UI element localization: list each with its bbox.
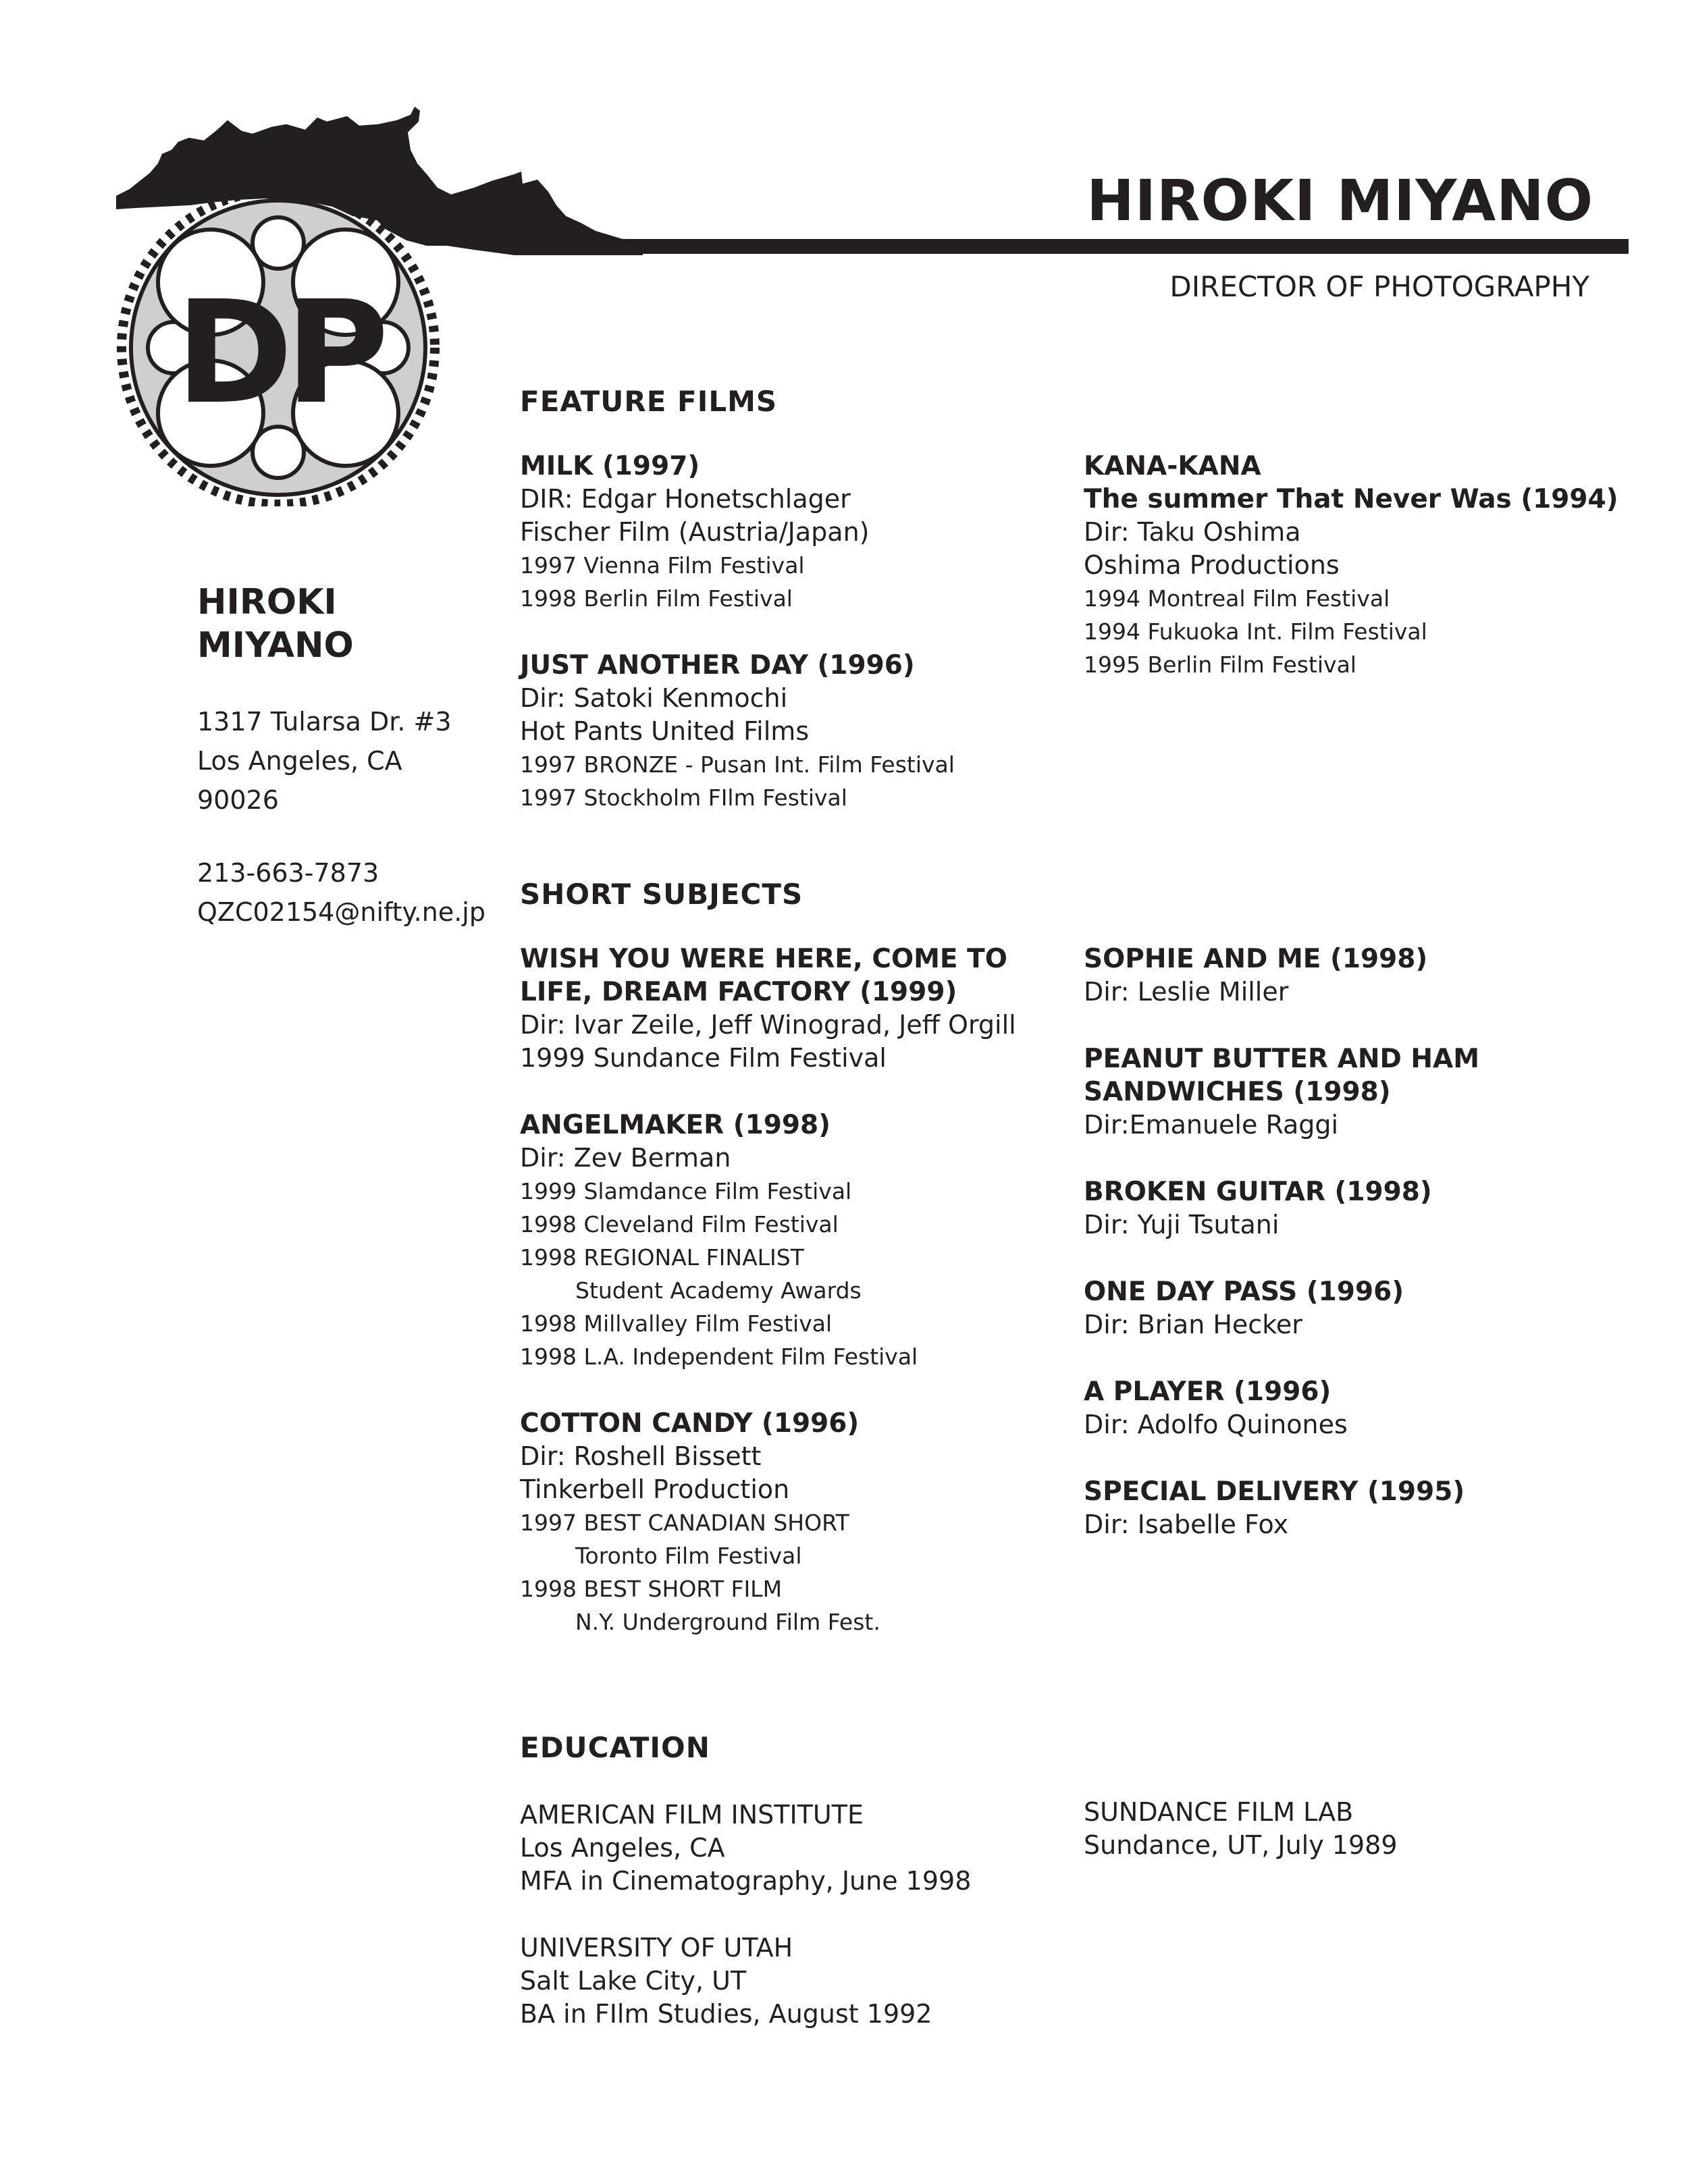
short-title: SPECIAL DELIVERY (1995) bbox=[1084, 1476, 1465, 1507]
short-award: 1997 BEST CANADIAN SHORT bbox=[520, 1510, 849, 1536]
header-divider bbox=[581, 239, 1629, 254]
short-title: BROKEN GUITAR (1998) bbox=[1084, 1177, 1432, 1207]
school-location: Los Angeles, CA bbox=[520, 1833, 725, 1863]
short-production: Tinkerbell Production bbox=[520, 1474, 790, 1504]
short-festival: 1998 Cleveland Film Festival bbox=[520, 1211, 839, 1237]
degree: MFA in Cinematography, June 1998 bbox=[520, 1866, 972, 1896]
short-title: LIFE, DREAM FACTORY (1999) bbox=[520, 977, 957, 1007]
short-title: ANGELMAKER (1998) bbox=[520, 1110, 830, 1140]
film-production: Fischer Film (Austria/Japan) bbox=[520, 517, 870, 547]
short-festival: 1999 Sundance Film Festival bbox=[520, 1043, 887, 1073]
school-location: Sundance, UT, July 1989 bbox=[1084, 1830, 1398, 1860]
short-festival: 1998 L.A. Independent Film Festival bbox=[520, 1343, 918, 1370]
short-subjects-right-column bbox=[1084, 942, 1624, 1575]
school-name: SUNDANCE FILM LAB bbox=[1084, 1797, 1354, 1827]
short-subjects-left-column bbox=[520, 942, 1060, 1672]
education-left-column bbox=[520, 1799, 1033, 2065]
education-heading: EDUCATION bbox=[520, 1731, 710, 1764]
short-director: Dir: Ivar Zeile, Jeff Winograd, Jeff Orgill bbox=[520, 1010, 1016, 1040]
film-festival: 1997 Stockholm FIlm Festival bbox=[520, 784, 847, 811]
short-festival-detail: Toronto Film Festival bbox=[575, 1543, 802, 1569]
address-line: Los Angeles, CA bbox=[197, 746, 402, 776]
film-festival: 1997 Vienna Film Festival bbox=[520, 552, 805, 579]
short-festival-detail: N.Y. Underground Film Fest. bbox=[575, 1609, 880, 1635]
film-director: Dir: Satoki Kenmochi bbox=[520, 683, 788, 713]
film-reel-logo-icon bbox=[109, 101, 650, 506]
film-director: Dir: Taku Oshima bbox=[1084, 517, 1301, 547]
short-title: ONE DAY PASS (1996) bbox=[1084, 1277, 1404, 1307]
film-title: JUST ANOTHER DAY (1996) bbox=[520, 650, 915, 681]
film-subtitle: The summer That Never Was (1994) bbox=[1084, 484, 1618, 514]
short-title: SOPHIE AND ME (1998) bbox=[1084, 944, 1428, 974]
short-entry bbox=[520, 942, 1060, 1075]
short-title: WISH YOU WERE HERE, COME TO bbox=[520, 944, 1007, 974]
address-line: 90026 bbox=[197, 785, 279, 815]
short-entry bbox=[1084, 1042, 1624, 1142]
film-title: KANA-KANA bbox=[1084, 451, 1261, 481]
school-location: Salt Lake City, UT bbox=[520, 1966, 747, 1996]
film-director: DIR: Edgar Honetschlager bbox=[520, 484, 851, 514]
feature-films-left-column bbox=[520, 450, 1033, 848]
film-entry bbox=[520, 450, 1033, 615]
short-festival: 1999 Slamdance Film Festival bbox=[520, 1178, 852, 1204]
film-production: Oshima Productions bbox=[1084, 550, 1340, 580]
short-title: PEANUT BUTTER AND HAM bbox=[1084, 1044, 1480, 1074]
short-entry bbox=[520, 1109, 1060, 1373]
short-director: Dir: Yuji Tsutani bbox=[1084, 1210, 1280, 1240]
degree: BA in FIlm Studies, August 1992 bbox=[520, 1999, 932, 2029]
short-title: A PLAYER (1996) bbox=[1084, 1377, 1331, 1407]
short-title: COTTON CANDY (1996) bbox=[520, 1408, 860, 1439]
short-subjects-heading: SHORT SUBJECTS bbox=[520, 878, 803, 911]
education-entry bbox=[520, 1932, 1033, 2031]
film-production: Hot Pants United Films bbox=[520, 716, 810, 746]
film-title: MILK (1997) bbox=[520, 451, 700, 481]
short-director: Dir:Emanuele Raggi bbox=[1084, 1110, 1339, 1140]
sidebar-contact bbox=[197, 853, 485, 932]
feature-films-right-column bbox=[1084, 450, 1624, 715]
feature-films-heading: FEATURE FILMS bbox=[520, 385, 778, 418]
header-name: HIROKI MIYANO bbox=[1086, 167, 1593, 234]
email-address[interactable]: QZC02154@nifty.ne.jp bbox=[197, 897, 485, 927]
short-festival: 1998 REGIONAL FINALIST bbox=[520, 1244, 804, 1271]
film-festival: 1994 Montreal Film Festival bbox=[1084, 585, 1390, 612]
film-entry bbox=[520, 649, 1033, 814]
short-festival: 1998 Millvalley Film Festival bbox=[520, 1310, 833, 1337]
sidebar-name bbox=[197, 581, 354, 667]
film-festival: 1994 Fukuoka Int. Film Festival bbox=[1084, 618, 1427, 645]
short-director: Dir: Leslie Miller bbox=[1084, 977, 1289, 1007]
film-festival: 1998 Berlin Film Festival bbox=[520, 585, 793, 612]
short-award: 1998 BEST SHORT FILM bbox=[520, 1576, 783, 1602]
school-name: UNIVERSITY OF UTAH bbox=[520, 1933, 793, 1963]
short-entry bbox=[1084, 1375, 1624, 1441]
short-director: Dir: Zev Berman bbox=[520, 1143, 731, 1173]
education-right-column bbox=[1084, 1796, 1597, 1896]
film-festival: 1997 BRONZE - Pusan Int. Film Festival bbox=[520, 751, 955, 778]
short-entry bbox=[1084, 1175, 1624, 1242]
film-entry bbox=[1084, 450, 1624, 681]
short-title: SANDWICHES (1998) bbox=[1084, 1077, 1391, 1107]
sidebar-address bbox=[197, 702, 452, 820]
short-director: Dir: Brian Hecker bbox=[1084, 1310, 1302, 1339]
dp-logo bbox=[109, 101, 650, 506]
phone-number: 213-663-7873 bbox=[197, 858, 379, 888]
address-line: 1317 Tularsa Dr. #3 bbox=[197, 707, 452, 737]
short-director: Dir: Roshell Bissett bbox=[520, 1441, 762, 1471]
short-entry bbox=[1084, 1275, 1624, 1341]
short-entry bbox=[1084, 1475, 1624, 1541]
header-title: DIRECTOR OF PHOTOGRAPHY bbox=[1169, 270, 1589, 303]
logo-text: DP bbox=[175, 270, 381, 435]
film-festival: 1995 Berlin Film Festival bbox=[1084, 651, 1356, 678]
short-entry bbox=[1084, 942, 1624, 1009]
short-festival-detail: Student Academy Awards bbox=[575, 1277, 862, 1304]
short-director: Dir: Isabelle Fox bbox=[1084, 1510, 1289, 1539]
education-entry bbox=[1084, 1796, 1597, 1862]
short-director: Dir: Adolfo Quinones bbox=[1084, 1410, 1348, 1439]
sidebar-name-last: MIYANO bbox=[197, 625, 354, 666]
school-name: AMERICAN FILM INSTITUTE bbox=[520, 1800, 864, 1830]
short-entry bbox=[520, 1407, 1060, 1639]
education-entry bbox=[520, 1799, 1033, 1898]
sidebar-name-first: HIROKI bbox=[197, 582, 337, 622]
